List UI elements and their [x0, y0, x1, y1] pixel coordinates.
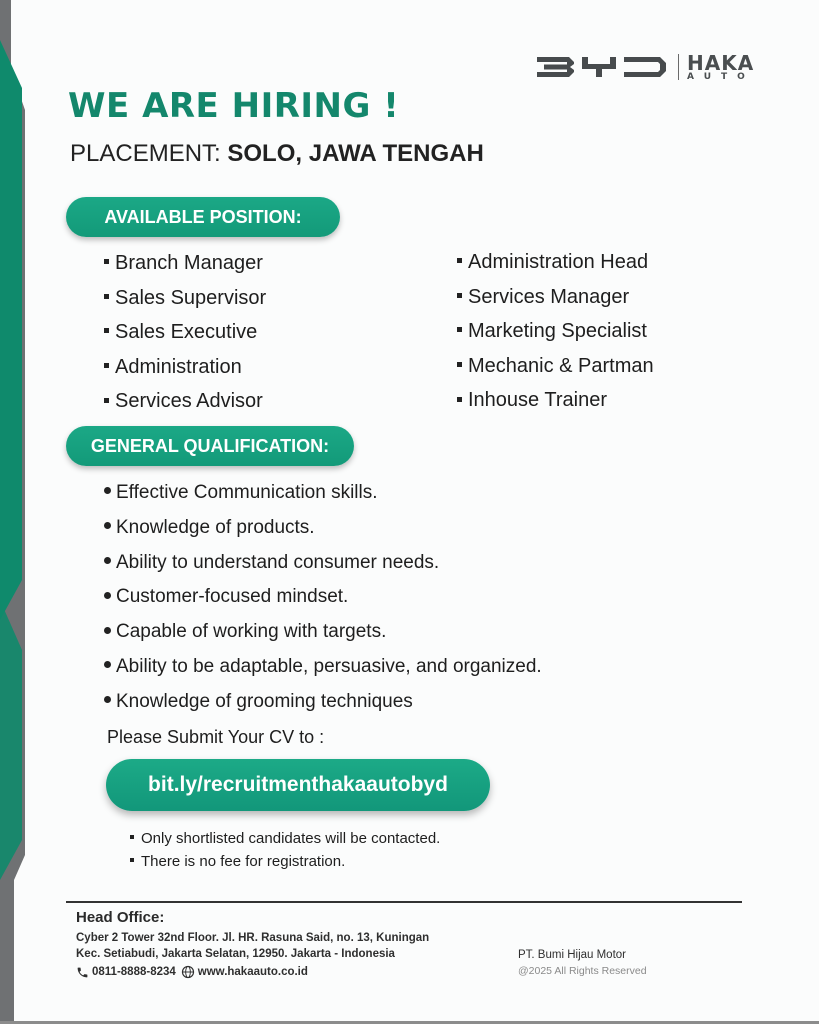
round-bullet-icon: [104, 557, 111, 564]
placement-line: [70, 140, 484, 168]
byd-logo-icon: [536, 54, 668, 80]
square-bullet-icon: [457, 397, 462, 402]
position-item: Inhouse Trainer: [457, 383, 654, 418]
qualification-item: Ability to be adaptable, persuasive, and organized.: [104, 650, 542, 685]
placement-value: SOLO, JAWA TENGAH: [227, 140, 484, 167]
round-bullet-icon: [104, 487, 111, 494]
position-item: Administration Head: [457, 245, 654, 280]
placement-label: PLACEMENT:: [70, 140, 228, 167]
qualification-item: Knowledge of products.: [104, 511, 542, 546]
footer-divider: [66, 901, 742, 903]
round-bullet-icon: [104, 592, 111, 599]
general-qualification-heading: GENERAL QUALIFICATION:: [66, 426, 354, 466]
available-position-heading: AVAILABLE POSITION:: [66, 197, 340, 237]
phone-icon: [76, 966, 89, 979]
note-item: There is no fee for registration.: [130, 850, 440, 873]
address-line-1: Cyber 2 Tower 32nd Floor. Jl. HR. Rasuna Said, no. 13, Kuningan: [76, 932, 430, 944]
auto-wordmark: AUTO: [687, 71, 755, 82]
notes-list: [130, 827, 440, 873]
square-bullet-icon: [457, 293, 462, 298]
note-item: Only shortlisted candidates will be contacted.: [130, 827, 440, 850]
position-item: Marketing Specialist: [457, 314, 654, 349]
position-item: Services Advisor: [104, 384, 266, 419]
positions-right-list: [457, 245, 654, 418]
company-name: PT. Bumi Hijau Motor: [518, 949, 627, 961]
qualification-item: Knowledge of grooming techniques: [104, 685, 542, 720]
round-bullet-icon: [104, 522, 111, 529]
square-bullet-icon: [104, 398, 109, 403]
left-decorative-stripe: [0, 0, 30, 1024]
position-item: Administration: [104, 350, 266, 385]
qualification-item: Ability to understand consumer needs.: [104, 546, 542, 581]
square-bullet-icon: [130, 835, 134, 839]
position-item: Branch Manager: [104, 246, 266, 281]
recruitment-link-button[interactable]: bit.ly/recruitmenthakaautobyd: [106, 759, 490, 811]
logo-divider: [678, 54, 679, 80]
submit-cv-label: Please Submit Your CV to :: [107, 727, 325, 747]
phone-number: 0811-8888-8234: [92, 966, 176, 978]
square-bullet-icon: [130, 858, 134, 862]
square-bullet-icon: [104, 294, 109, 299]
contact-line: [76, 965, 308, 979]
square-bullet-icon: [104, 363, 109, 368]
position-item: Sales Supervisor: [104, 281, 266, 316]
position-item: Mechanic & Partman: [457, 349, 654, 384]
round-bullet-icon: [104, 661, 111, 668]
round-bullet-icon: [104, 627, 111, 634]
position-item: Services Manager: [457, 280, 654, 315]
square-bullet-icon: [104, 259, 109, 264]
qualification-item: Customer-focused mindset.: [104, 580, 542, 615]
head-office-label: Head Office:: [76, 909, 165, 926]
copyright-text: @2025 All Rights Reserved: [518, 965, 647, 977]
positions-left-list: [104, 246, 266, 419]
qualification-item: Effective Communication skills.: [104, 476, 542, 511]
qualification-list: [104, 476, 542, 720]
position-item: Sales Executive: [104, 315, 266, 350]
haka-wordmark: HAKA: [687, 50, 755, 75]
globe-icon: [181, 965, 195, 979]
round-bullet-icon: [104, 696, 111, 703]
qualification-item: Capable of working with targets.: [104, 615, 542, 650]
square-bullet-icon: [457, 327, 462, 332]
brand-logo: [536, 50, 776, 84]
address-line-2: Kec. Setiabudi, Jakarta Selatan, 12950. Jakarta - Indonesia: [76, 948, 395, 960]
square-bullet-icon: [104, 328, 109, 333]
page-title: WE ARE HIRING !: [68, 86, 400, 126]
square-bullet-icon: [457, 258, 462, 263]
square-bullet-icon: [457, 362, 462, 367]
website-link[interactable]: www.hakaauto.co.id: [197, 966, 308, 978]
